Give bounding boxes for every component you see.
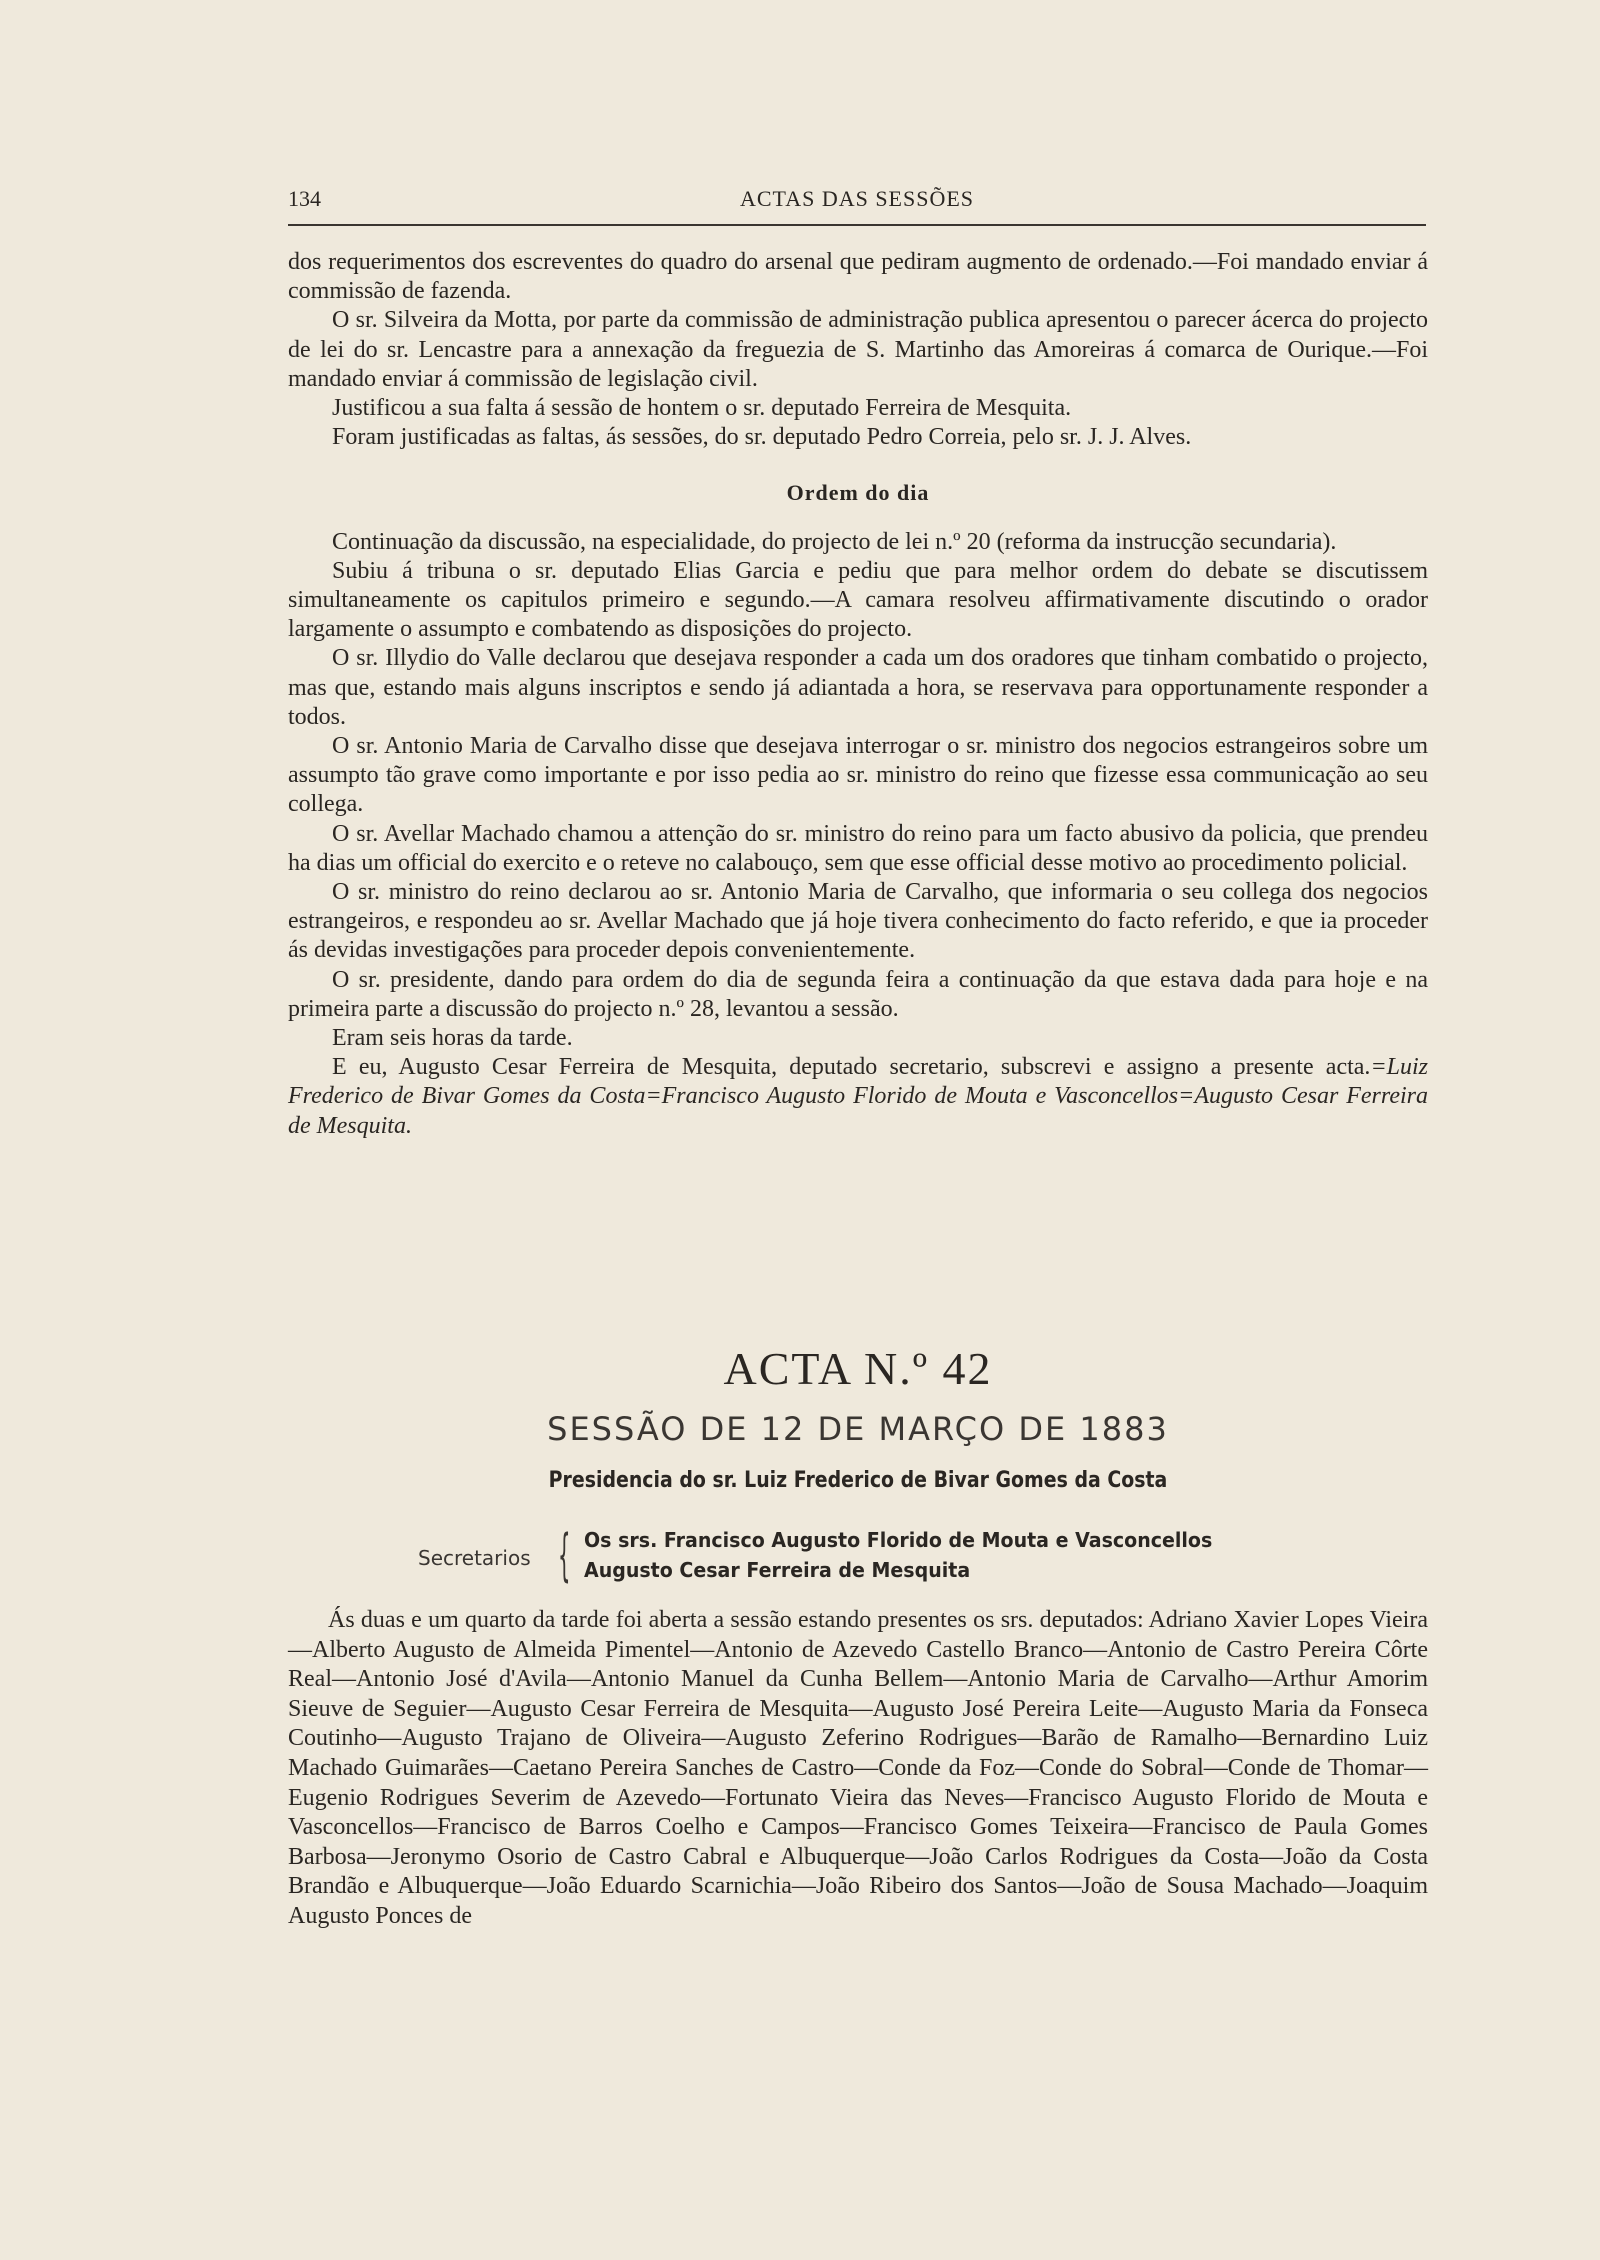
brace-icon: { (558, 1523, 571, 1588)
paragraph: Subiu á tribuna o sr. deputado Elias Garcia e pediu que para melhor ordem do debate se discutissem simultaneamente os capitulos primeiro e segundo.—A camara resolveu affirmativamente discutindo o orador largamente o assumpto e combatendo as disposições do projecto. (288, 557, 1428, 643)
paragraph: Eram seis horas da tarde. (332, 1025, 573, 1052)
order-of-day-heading: Ordem do dia (786, 480, 930, 506)
secretary-1: Os srs. Francisco Augusto Florido de Mouta e Vasconcellos (584, 1528, 1213, 1552)
paragraph: O sr. Avellar Machado chamou a attenção do sr. ministro do reino para um facto abusivo da policia, que prendeu ha dias um official do exercito e o reteve no calabouço, sem que esse official desse motivo ao procedimento policial. (288, 820, 1428, 876)
secretaries-block (418, 1522, 1318, 1592)
opening-paragraph: Ás duas e um quarto da tarde foi aberta a sessão estando presentes os srs. deputados: Adriano Xavier Lopes Vieira—Alberto Augusto de Almeida Pimentel—Antonio de Azevedo Castello Branco—Antonio de Castro Pereira Côrte Real—Antonio José d'Avila—Antonio Manuel da Cunha Bellem—Antonio Maria de Carvalho—Arthur Amorim Sieuve de Seguier—Augusto Cesar Ferreira de Mesquita—Augusto José Pereira Leite—Augusto Maria da Fonseca Coutinho—Augusto Trajano de Oliveira—Augusto Zeferino Rodrigues—Barão de Ramalho—Bernardino Luiz Machado Guimarães—Caetano Pereira Sanches de Castro—Conde da Foz—Conde do Sobral—Conde de Thomar—Eugenio Rodrigues Severim de Azevedo—Fortunato Vieira das Neves—Francisco Augusto Florido de Mouta e Vasconcellos—Francisco de Barros Coelho e Campos—Francisco Gomes Teixeira—Francisco de Paula Gomes Barbosa—Jeronymo Osorio de Castro Cabral e Albuquerque—João Carlos Rodrigues da Costa—João da Costa Brandão e Albuquerque—João Eduardo Scarnichia—João Ribeiro dos Santos—João de Sousa Machado—Joaquim Augusto Ponces de (288, 1607, 1428, 1929)
acta-title: ACTA N.º 42 (723, 1343, 993, 1394)
secretaries-label: Secretarios (418, 1546, 531, 1570)
secretary-2: Augusto Cesar Ferreira de Mesquita (584, 1558, 971, 1582)
paragraph: Justificou a sua falta á sessão de hontem o sr. deputado Ferreira de Mesquita. (332, 395, 1072, 422)
signatures: =Luiz Frederico de Bivar Gomes da Costa=Francisco Augusto Florido de Mouta e Vasconcellos=Augusto Cesar Ferreira de Mesquita. (288, 1054, 1428, 1139)
presidency-line: Presidencia do sr. Luiz Frederico de Bivar Gomes da Costa (548, 1468, 1168, 1493)
paragraph: O sr. ministro do reino declarou ao sr. Antonio Maria de Carvalho, que informaria o seu collega dos negocios estrangeiros, e respondeu ao sr. Avellar Machado que já hoje tivera conhecimento do facto referido, e que ia proceder ás devidas investigações para proceder depois convenientemente. (288, 879, 1428, 964)
paragraph: O sr. presidente, dando para ordem do dia de segunda feira a continuação da que estava dada para hoje e na primeira parte a discussão do projecto n.º 28, levantou a sessão. (288, 966, 1428, 1022)
paragraph: O sr. Silveira da Motta, por parte da commissão de administração publica apresentou o parecer ácerca do projecto de lei do sr. Lencastre para a annexação da freguezia de S. Martinho das Amoreiras á comarca de Ourique.—Foi mandado enviar á commissão de legislação civil. (288, 307, 1428, 392)
closing-text: E eu, Augusto Cesar Ferreira de Mesquita, deputado secretario, subscrevi e assigno a presente acta. (332, 1054, 1371, 1081)
paragraph: dos requerimentos dos escreventes do quadro do arsenal que pediram augmento de ordenado.—Foi mandado enviar á commissão de fazenda. (288, 249, 1428, 305)
acta-body (288, 1606, 1428, 1932)
paragraph: O sr. Illydio do Valle declarou que desejava responder a cada um dos oradores que tinham combatido o projecto, mas que, estando mais alguns inscriptos e sendo já adiantada a hora, se reservava para opportunamente responder a todos. (288, 645, 1428, 730)
closing-paragraph (288, 1053, 1428, 1141)
paragraph: Continuação da discussão, na especialidade, do projecto de lei n.º 20 (reforma da instrucção secundaria). (332, 528, 1337, 555)
page-header (288, 180, 1426, 220)
paragraph: Foram justificadas as faltas, ás sessões, do sr. deputado Pedro Correia, pelo sr. J. J. Alves. (332, 424, 1192, 451)
previous-session-text (288, 248, 1428, 1141)
page-number: 134 (288, 186, 321, 211)
session-date: SESSÃO DE 12 DE MARÇO DE 1883 (547, 1410, 1169, 1448)
header-rule (288, 224, 1426, 226)
running-title: ACTAS DAS SESSÕES (739, 186, 975, 211)
paragraph: O sr. Antonio Maria de Carvalho disse que desejava interrogar o sr. ministro dos negocios estrangeiros sobre um assumpto tão grave como importante e por isso pedia ao sr. ministro do reino que fizesse essa communicação ao seu collega. (288, 733, 1428, 818)
